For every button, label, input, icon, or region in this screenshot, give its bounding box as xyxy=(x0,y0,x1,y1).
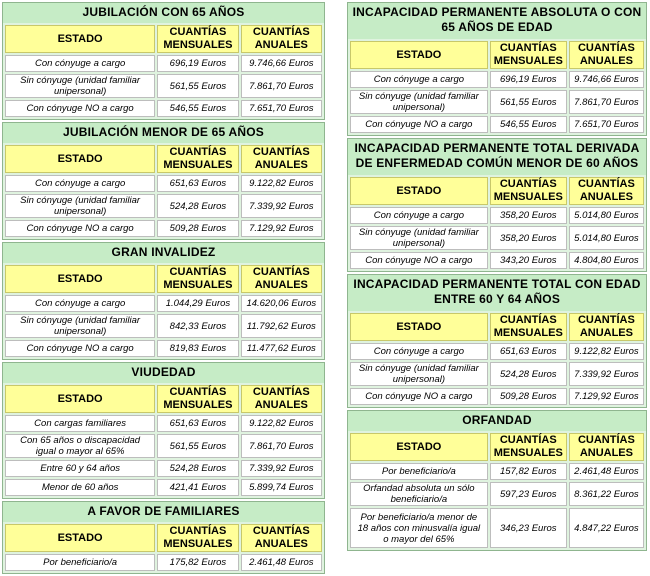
row-anual: 4.847,22 Euros xyxy=(569,508,644,548)
row-mensual: 346,23 Euros xyxy=(490,508,567,548)
row-mensual: 524,28 Euros xyxy=(490,362,567,386)
header-mensuales: CUANTÍAS MENSUALES xyxy=(490,177,567,205)
row-mensual: 696,19 Euros xyxy=(157,55,238,72)
row-mensual: 343,20 Euros xyxy=(490,252,567,269)
row-anual: 2.461,48 Euros xyxy=(241,554,322,571)
right-column xyxy=(347,2,647,553)
row-mensual: 546,55 Euros xyxy=(490,116,567,133)
header-mensuales: CUANTÍAS MENSUALES xyxy=(490,313,567,341)
section-title: GRAN INVALIDEZ xyxy=(3,243,324,263)
header-estado: ESTADO xyxy=(350,433,488,461)
row-anual: 4.804,80 Euros xyxy=(569,252,644,269)
row-estado: Sin cónyuge (unidad familiar unipersonal) xyxy=(350,226,488,250)
section-title: INCAPACIDAD PERMANENTE TOTAL CON EDAD ENTRE 60 Y 64 AÑOS xyxy=(348,275,646,311)
row-estado: Con cónyuge a cargo xyxy=(350,343,488,360)
header-estado: ESTADO xyxy=(350,313,488,341)
table-row xyxy=(350,508,644,548)
pension-section xyxy=(347,274,647,408)
header-estado: ESTADO xyxy=(5,524,155,552)
row-mensual: 561,55 Euros xyxy=(157,74,238,98)
table-row xyxy=(5,100,322,117)
row-estado: Con cónyuge a cargo xyxy=(5,295,155,312)
row-estado: Por beneficiario/a xyxy=(350,463,488,480)
section-title: VIUDEDAD xyxy=(3,363,324,383)
row-anual: 7.129,92 Euros xyxy=(569,388,644,405)
table-row xyxy=(350,207,644,224)
row-anual: 5.899,74 Euros xyxy=(241,479,322,496)
row-estado: Con cargas familiares xyxy=(5,415,155,432)
pension-section xyxy=(347,138,647,272)
row-mensual: 651,63 Euros xyxy=(490,343,567,360)
row-estado: Sin cónyuge (unidad familiar unipersonal) xyxy=(350,90,488,114)
table-row xyxy=(5,314,322,338)
pension-section xyxy=(2,242,325,360)
section-title: ORFANDAD xyxy=(348,411,646,431)
header-anuales: CUANTÍAS ANUALES xyxy=(241,145,322,173)
row-estado: Con cónyuge NO a cargo xyxy=(350,252,488,269)
row-mensual: 651,63 Euros xyxy=(157,175,238,192)
row-mensual: 509,28 Euros xyxy=(157,220,238,237)
row-anual: 9.746,66 Euros xyxy=(241,55,322,72)
table-row xyxy=(350,90,644,114)
pension-section xyxy=(2,2,325,120)
row-anual: 7.339,92 Euros xyxy=(569,362,644,386)
header-estado: ESTADO xyxy=(350,177,488,205)
row-mensual: 1.044,29 Euros xyxy=(157,295,238,312)
row-anual: 7.651,70 Euros xyxy=(241,100,322,117)
row-estado: Con cónyuge NO a cargo xyxy=(350,388,488,405)
row-estado: Por beneficiario/a menor de 18 años con minusvalía igual o mayor del 65% xyxy=(350,508,488,548)
row-estado: Sin cónyuge (unidad familiar unipersonal) xyxy=(5,74,155,98)
row-mensual: 358,20 Euros xyxy=(490,226,567,250)
section-title: JUBILACIÓN CON 65 AÑOS xyxy=(3,3,324,23)
header-estado: ESTADO xyxy=(5,385,155,413)
row-estado: Con cónyuge NO a cargo xyxy=(350,116,488,133)
row-anual: 7.861,70 Euros xyxy=(569,90,644,114)
header-estado: ESTADO xyxy=(5,25,155,53)
table-row xyxy=(350,362,644,386)
row-anual: 11.792,62 Euros xyxy=(241,314,322,338)
header-row xyxy=(350,313,644,341)
pension-section xyxy=(2,362,325,499)
row-mensual: 651,63 Euros xyxy=(157,415,238,432)
row-estado: Con cónyuge NO a cargo xyxy=(5,220,155,237)
section-title: INCAPACIDAD PERMANENTE ABSOLUTA O CON 65 AÑOS DE EDAD xyxy=(348,3,646,39)
header-mensuales: CUANTÍAS MENSUALES xyxy=(157,145,238,173)
row-mensual: 421,41 Euros xyxy=(157,479,238,496)
table-row xyxy=(350,226,644,250)
section-title: A FAVOR DE FAMILIARES xyxy=(3,502,324,522)
pension-table xyxy=(3,143,324,239)
section-title: INCAPACIDAD PERMANENTE TOTAL DERIVADA DE ENFERMEDAD COMÚN MENOR DE 60 AÑOS xyxy=(348,139,646,175)
row-mensual: 358,20 Euros xyxy=(490,207,567,224)
pension-table xyxy=(3,522,324,573)
row-mensual: 561,55 Euros xyxy=(157,434,238,458)
table-row xyxy=(5,55,322,72)
table-row xyxy=(350,116,644,133)
table-row xyxy=(350,388,644,405)
table-row xyxy=(5,479,322,496)
row-anual: 9.746,66 Euros xyxy=(569,71,644,88)
row-estado: Con cónyuge a cargo xyxy=(5,175,155,192)
row-anual: 8.361,22 Euros xyxy=(569,482,644,506)
table-row xyxy=(5,295,322,312)
row-mensual: 819,83 Euros xyxy=(157,340,238,357)
row-mensual: 524,28 Euros xyxy=(157,194,238,218)
table-row xyxy=(350,482,644,506)
row-estado: Orfandad absoluta un sólo beneficiario/a xyxy=(350,482,488,506)
section-title: JUBILACIÓN MENOR DE 65 AÑOS xyxy=(3,123,324,143)
pension-table xyxy=(3,23,324,119)
row-estado: Sin cónyuge (unidad familiar unipersonal) xyxy=(5,194,155,218)
row-anual: 9.122,82 Euros xyxy=(241,415,322,432)
row-mensual: 842,33 Euros xyxy=(157,314,238,338)
table-row xyxy=(5,74,322,98)
row-estado: Con cónyuge a cargo xyxy=(350,71,488,88)
header-estado: ESTADO xyxy=(5,265,155,293)
header-anuales: CUANTÍAS ANUALES xyxy=(569,177,644,205)
header-anuales: CUANTÍAS ANUALES xyxy=(241,265,322,293)
header-row xyxy=(350,177,644,205)
row-anual: 11.477,62 Euros xyxy=(241,340,322,357)
table-row xyxy=(5,554,322,571)
row-estado: Menor de 60 años xyxy=(5,479,155,496)
table-row xyxy=(350,463,644,480)
row-mensual: 597,23 Euros xyxy=(490,482,567,506)
row-estado: Con cónyuge a cargo xyxy=(350,207,488,224)
header-mensuales: CUANTÍAS MENSUALES xyxy=(157,25,238,53)
header-mensuales: CUANTÍAS MENSUALES xyxy=(157,524,238,552)
table-row xyxy=(5,460,322,477)
row-anual: 7.861,70 Euros xyxy=(241,74,322,98)
table-row xyxy=(350,71,644,88)
row-estado: Sin cónyuge (unidad familiar unipersonal) xyxy=(350,362,488,386)
row-estado: Con 65 años o discapacidad igual o mayor al 65% xyxy=(5,434,155,458)
row-mensual: 546,55 Euros xyxy=(157,100,238,117)
header-anuales: CUANTÍAS ANUALES xyxy=(569,313,644,341)
pension-section xyxy=(2,122,325,240)
table-row xyxy=(5,340,322,357)
table-row xyxy=(350,343,644,360)
table-row xyxy=(5,415,322,432)
row-mensual: 157,82 Euros xyxy=(490,463,567,480)
table-row xyxy=(5,194,322,218)
row-estado: Con cónyuge NO a cargo xyxy=(5,100,155,117)
row-anual: 5.014,80 Euros xyxy=(569,226,644,250)
header-mensuales: CUANTÍAS MENSUALES xyxy=(157,385,238,413)
row-mensual: 561,55 Euros xyxy=(490,90,567,114)
header-row xyxy=(5,25,322,53)
row-anual: 7.651,70 Euros xyxy=(569,116,644,133)
row-anual: 9.122,82 Euros xyxy=(241,175,322,192)
pension-section xyxy=(347,2,647,136)
header-anuales: CUANTÍAS ANUALES xyxy=(241,385,322,413)
row-anual: 9.122,82 Euros xyxy=(569,343,644,360)
header-anuales: CUANTÍAS ANUALES xyxy=(569,41,644,69)
row-estado: Entre 60 y 64 años xyxy=(5,460,155,477)
row-mensual: 696,19 Euros xyxy=(490,71,567,88)
header-row xyxy=(350,41,644,69)
pension-table xyxy=(3,263,324,359)
table-row xyxy=(5,175,322,192)
header-row xyxy=(350,433,644,461)
row-mensual: 509,28 Euros xyxy=(490,388,567,405)
row-estado: Con cónyuge a cargo xyxy=(5,55,155,72)
row-anual: 2.461,48 Euros xyxy=(569,463,644,480)
pension-section xyxy=(347,410,647,551)
header-row xyxy=(5,385,322,413)
row-estado: Sin cónyuge (unidad familiar unipersonal) xyxy=(5,314,155,338)
row-anual: 5.014,80 Euros xyxy=(569,207,644,224)
pension-table xyxy=(348,431,646,550)
pension-table xyxy=(348,39,646,135)
row-mensual: 524,28 Euros xyxy=(157,460,238,477)
table-row xyxy=(350,252,644,269)
left-column xyxy=(2,2,325,576)
row-mensual: 175,82 Euros xyxy=(157,554,238,571)
header-mensuales: CUANTÍAS MENSUALES xyxy=(490,433,567,461)
row-anual: 7.861,70 Euros xyxy=(241,434,322,458)
row-anual: 7.339,92 Euros xyxy=(241,460,322,477)
pension-table xyxy=(3,383,324,498)
row-anual: 7.339,92 Euros xyxy=(241,194,322,218)
table-row xyxy=(5,220,322,237)
row-estado: Con cónyuge NO a cargo xyxy=(5,340,155,357)
pension-table xyxy=(348,175,646,271)
row-estado: Por beneficiario/a xyxy=(5,554,155,571)
header-row xyxy=(5,524,322,552)
table-row xyxy=(5,434,322,458)
pension-section xyxy=(2,501,325,574)
row-anual: 7.129,92 Euros xyxy=(241,220,322,237)
header-mensuales: CUANTÍAS MENSUALES xyxy=(157,265,238,293)
header-row xyxy=(5,265,322,293)
pension-table xyxy=(348,311,646,407)
header-estado: ESTADO xyxy=(5,145,155,173)
header-anuales: CUANTÍAS ANUALES xyxy=(241,25,322,53)
header-row xyxy=(5,145,322,173)
row-anual: 14.620,06 Euros xyxy=(241,295,322,312)
header-anuales: CUANTÍAS ANUALES xyxy=(241,524,322,552)
header-anuales: CUANTÍAS ANUALES xyxy=(569,433,644,461)
header-mensuales: CUANTÍAS MENSUALES xyxy=(490,41,567,69)
header-estado: ESTADO xyxy=(350,41,488,69)
